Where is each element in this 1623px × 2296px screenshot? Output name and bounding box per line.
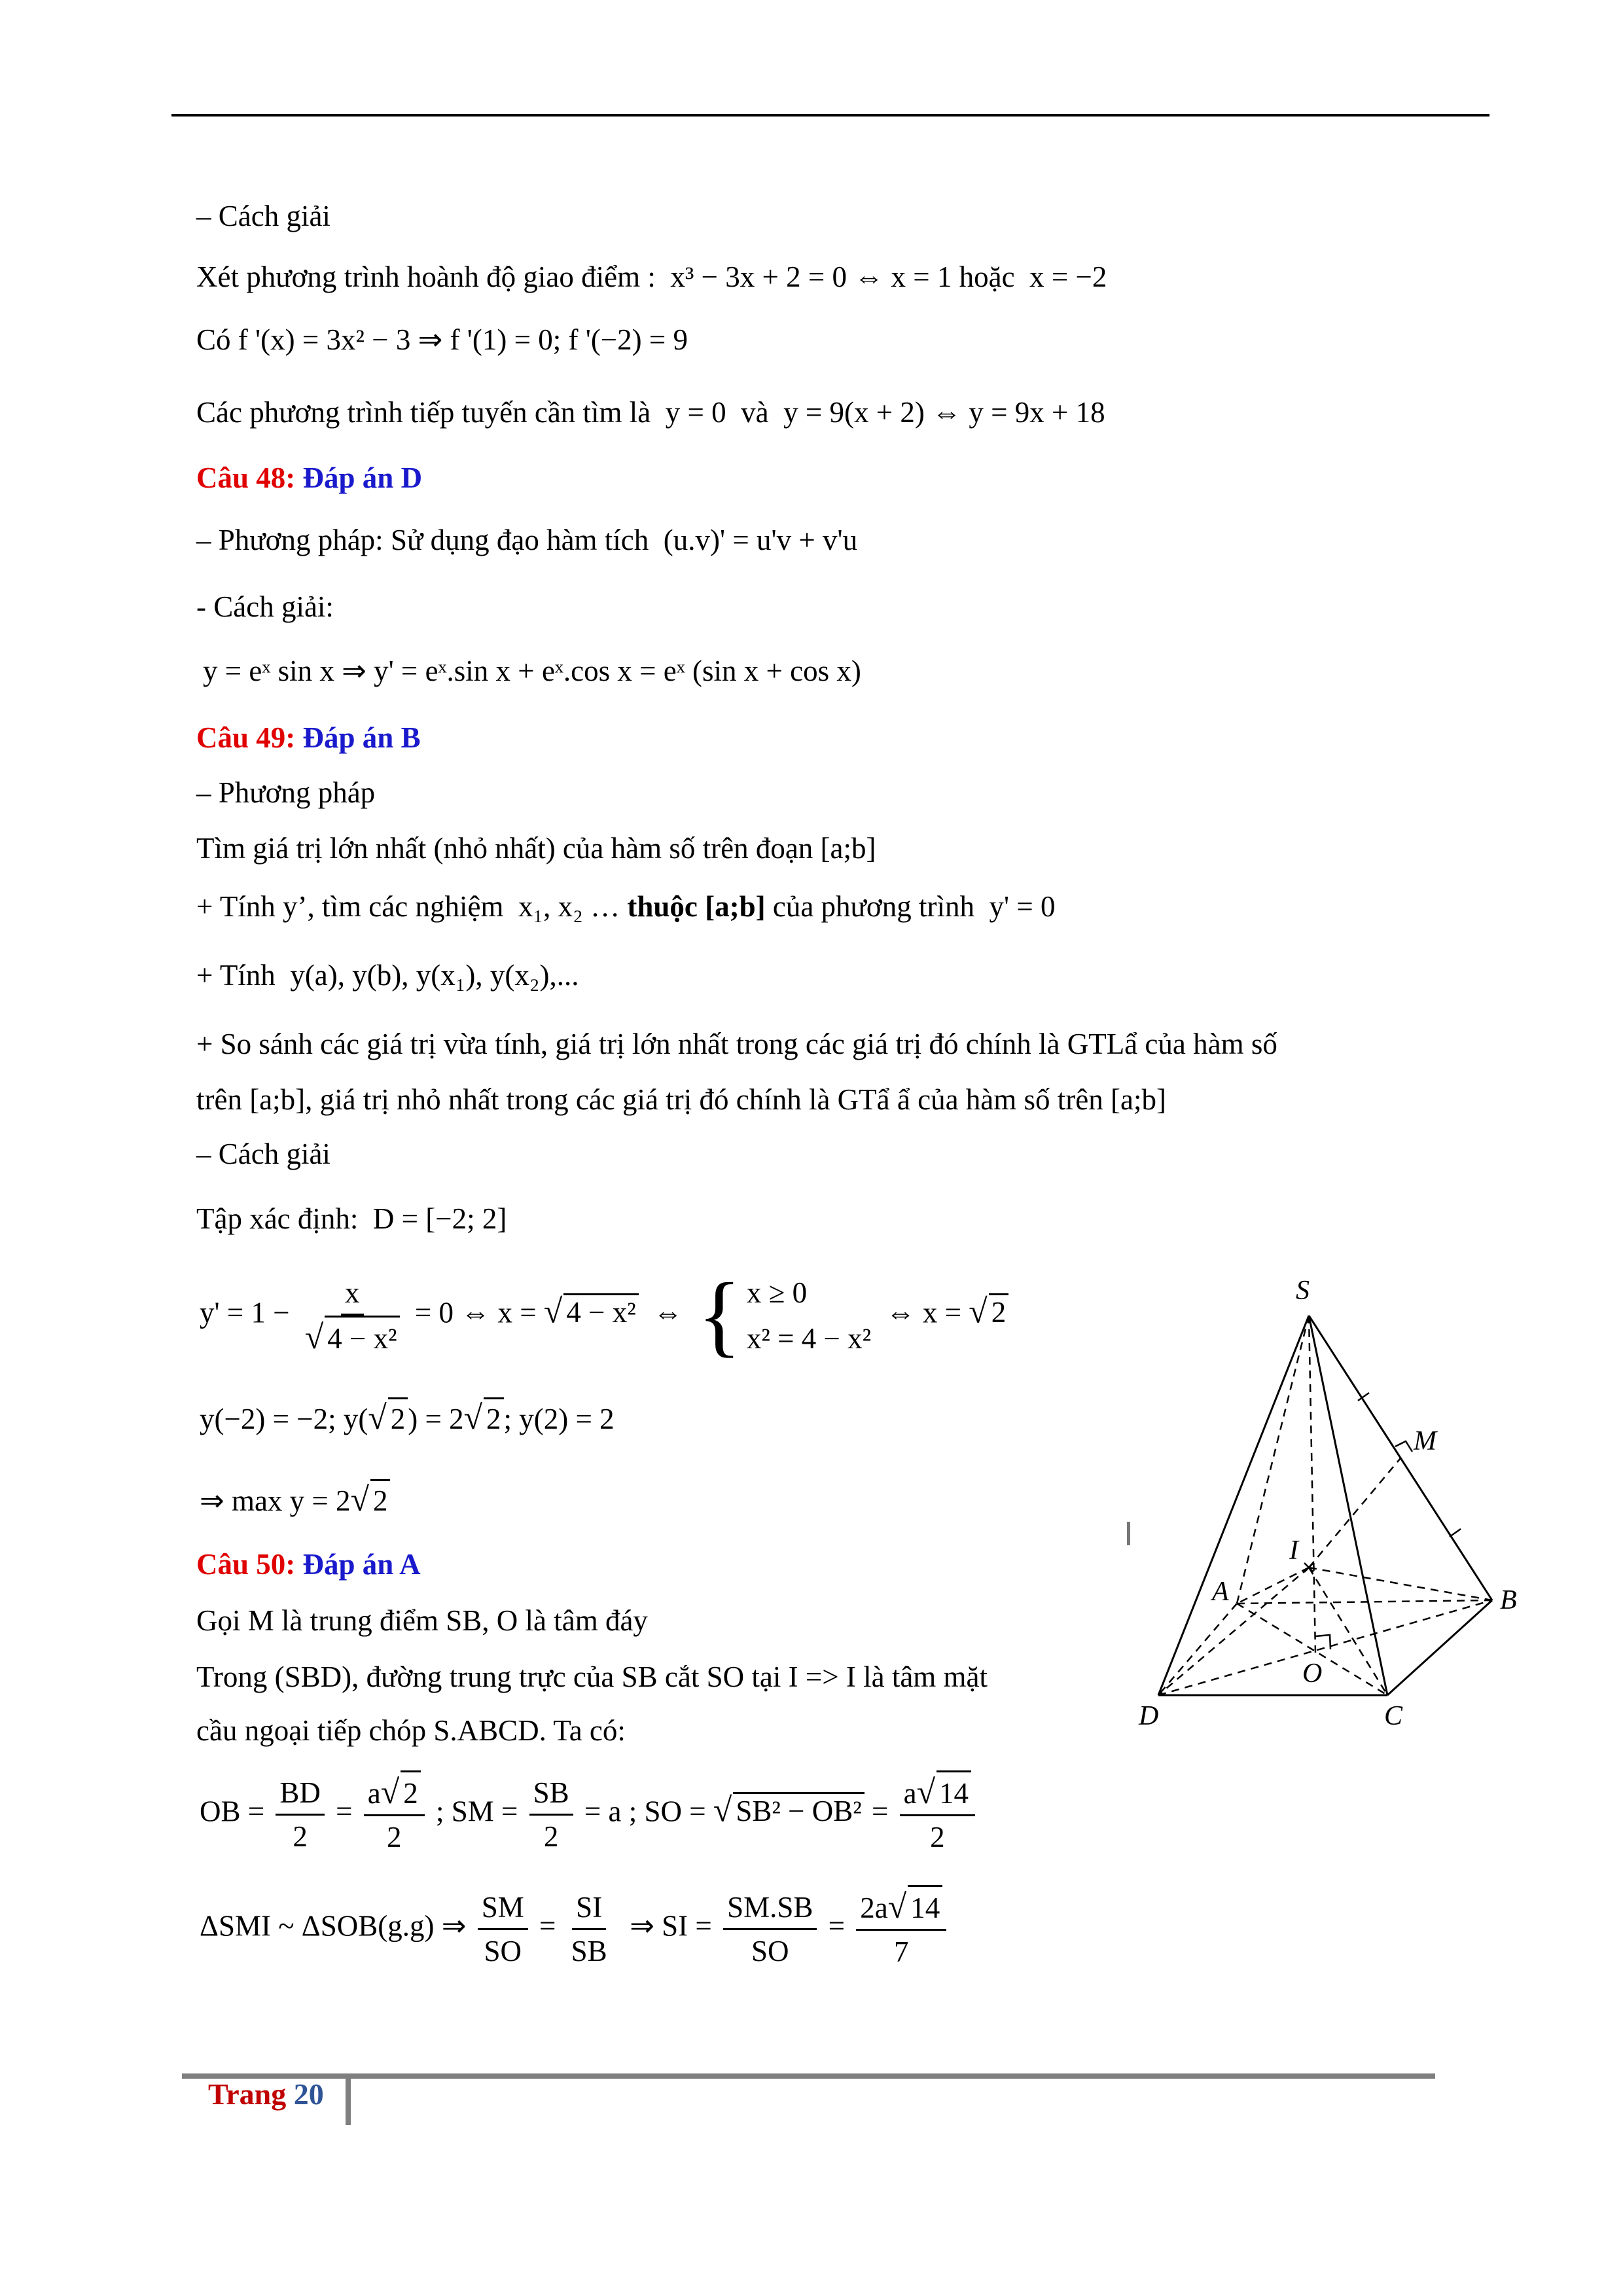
a-root2-over-2: $\frac{a√ 2}{2}$	[364, 1770, 425, 1858]
2a-root14-over-7: $\frac{2a√ 14}{7}$	[856, 1885, 946, 1973]
footer-divider	[346, 2078, 351, 2125]
perp-bisector-mi	[1309, 1458, 1400, 1568]
tiep-tuyen-line: Các phương trình tiếp tuyến cần tìm là y = 0 và y = 9(x + 2) ⇔ y = 9x + 18	[196, 396, 1105, 429]
q49-derivative: y' = 1 − $\frac{x}{\text{√ 4 − x²}}$ = 0 ⇔ x = √ 4 − x² ⇔ { x ≥ 0 x² = 4 − x² ⇔ x = √ 2	[200, 1270, 1008, 1361]
label-a: A	[1212, 1577, 1229, 1607]
edge-ab	[1237, 1600, 1492, 1604]
q50-line3: cầu ngoại tiếp chóp S.ABCD. Ta có:	[196, 1714, 626, 1747]
q48-cach-giai: - Cách giải:	[196, 590, 334, 623]
co-line: Có f '(x) = 3x² − 3 ⇒ f '(1) = 0; f '(−2) = 9	[196, 323, 688, 356]
q50-ob-line: OB = $\frac{BD}{2}$ = $\frac{a√ 2}{2}$ ; SM = $\frac{SB}{2}$ = a ; SO = √ SB² − OB² = $\frac{a√ 14}{2}$	[200, 1770, 979, 1858]
q49-line1: Tìm giá trị lớn nhất (nhỏ nhất) của hàm số trên đoạn [a;b]	[196, 832, 876, 865]
page-number: Trang 20	[208, 2077, 324, 2111]
q48-method: – Phương pháp: Sử dụng đạo hàm tích (u.v)' = u'v + v'u	[196, 524, 858, 556]
q48-heading: Câu 48: Đáp án D	[196, 461, 423, 494]
q49-method: – Phương pháp	[196, 776, 376, 809]
label-i: I	[1289, 1535, 1298, 1566]
diag-db	[1158, 1600, 1492, 1695]
edge-sc	[1309, 1316, 1387, 1695]
q49-values: y(−2) = −2; y(√ 2) = 2√ 2; y(2) = 2	[200, 1397, 615, 1439]
bd-over-2: $\frac{BD}{2}$	[276, 1772, 325, 1857]
q49-line5: trên [a;b], giá trị nhỏ nhất trong các giá trị đó chính là GTẩ ẩ của hàm số trên [a;b]	[196, 1083, 1166, 1116]
pyramid-figure	[1113, 1263, 1531, 1774]
q49-line2: + Tính y’, tìm các nghiệm x₁, x₂ … thuộc [a;b] của phương trình y' = 0	[196, 890, 1056, 923]
header-rule	[171, 114, 1489, 117]
line-id	[1158, 1568, 1309, 1695]
sm-over-so: $\frac{SM}{SO}$	[478, 1886, 528, 1972]
label-d: D	[1139, 1701, 1159, 1731]
q49-line4: + So sánh các giá trị vừa tính, giá trị lớn nhất trong các giá trị đó chính là GTLẩ của hàm số	[196, 1028, 1277, 1060]
cach-giai-line: – Cách giải	[196, 200, 330, 232]
q49-line3: + Tính y(a), y(b), y(x₁), y(x₂),...	[196, 959, 579, 992]
q49-max: ⇒ max y = 2√ 2	[200, 1479, 390, 1520]
right-angle-o	[1315, 1635, 1330, 1649]
equation-system: { x ≥ 0 x² = 4 − x²	[697, 1265, 872, 1366]
xet-line: Xét phương trình hoành độ giao điểm : x³ − 3x + 2 = 0 ⇔ x = 1 hoặc x = −2	[196, 260, 1107, 293]
q50-line2: Trong (SBD), đường trung trực của SB cắt SO tại I => I là tâm mặt	[196, 1660, 988, 1693]
derivative-fraction: $\frac{x}{\text{√ 4 − x²}}$	[301, 1272, 404, 1359]
sb-over-2: $\frac{SB}{2}$	[529, 1772, 573, 1857]
label-o: O	[1302, 1659, 1323, 1689]
line-ib	[1309, 1568, 1492, 1600]
q49-cach-giai: – Cách giải	[196, 1138, 330, 1170]
label-s: S	[1296, 1276, 1310, 1306]
tick-mb	[1450, 1529, 1461, 1537]
right-angle-m	[1395, 1441, 1412, 1452]
si-over-sb: $\frac{SI}{SB}$	[567, 1886, 611, 1972]
edge-ad	[1158, 1604, 1237, 1695]
q50-line1: Gọi M là trung điểm SB, O là tâm đáy	[196, 1604, 648, 1637]
q49-heading: Câu 49: Đáp án B	[196, 721, 421, 754]
label-b: B	[1500, 1585, 1517, 1615]
edge-sd	[1158, 1316, 1309, 1695]
smsb-over-so: $\frac{SM.SB}{SO}$	[723, 1886, 817, 1972]
edge-sb	[1309, 1316, 1492, 1600]
label-m: M	[1414, 1426, 1436, 1456]
a-root14-over-2: $\frac{a√ 14}{2}$	[900, 1770, 975, 1858]
q50-similar-line: ΔSMI ~ ΔSOB(g.g) ⇒ $\frac{SM}{SO}$ = $\frac{SI}{SB}$ ⇒ SI = $\frac{SM.SB}{SO}$ = $\frac{2a√ 14}{7}$	[200, 1885, 950, 1973]
footer-rule	[182, 2073, 1435, 2079]
q49-domain: Tập xác định: D = [−2; 2]	[196, 1202, 507, 1235]
q48-solution: y = eˣ sin x ⇒ y' = eˣ.sin x + eˣ.cos x = eˣ (sin x + cos x)	[203, 655, 861, 687]
q50-heading: Câu 50: Đáp án A	[196, 1548, 421, 1581]
label-c: C	[1384, 1701, 1403, 1731]
